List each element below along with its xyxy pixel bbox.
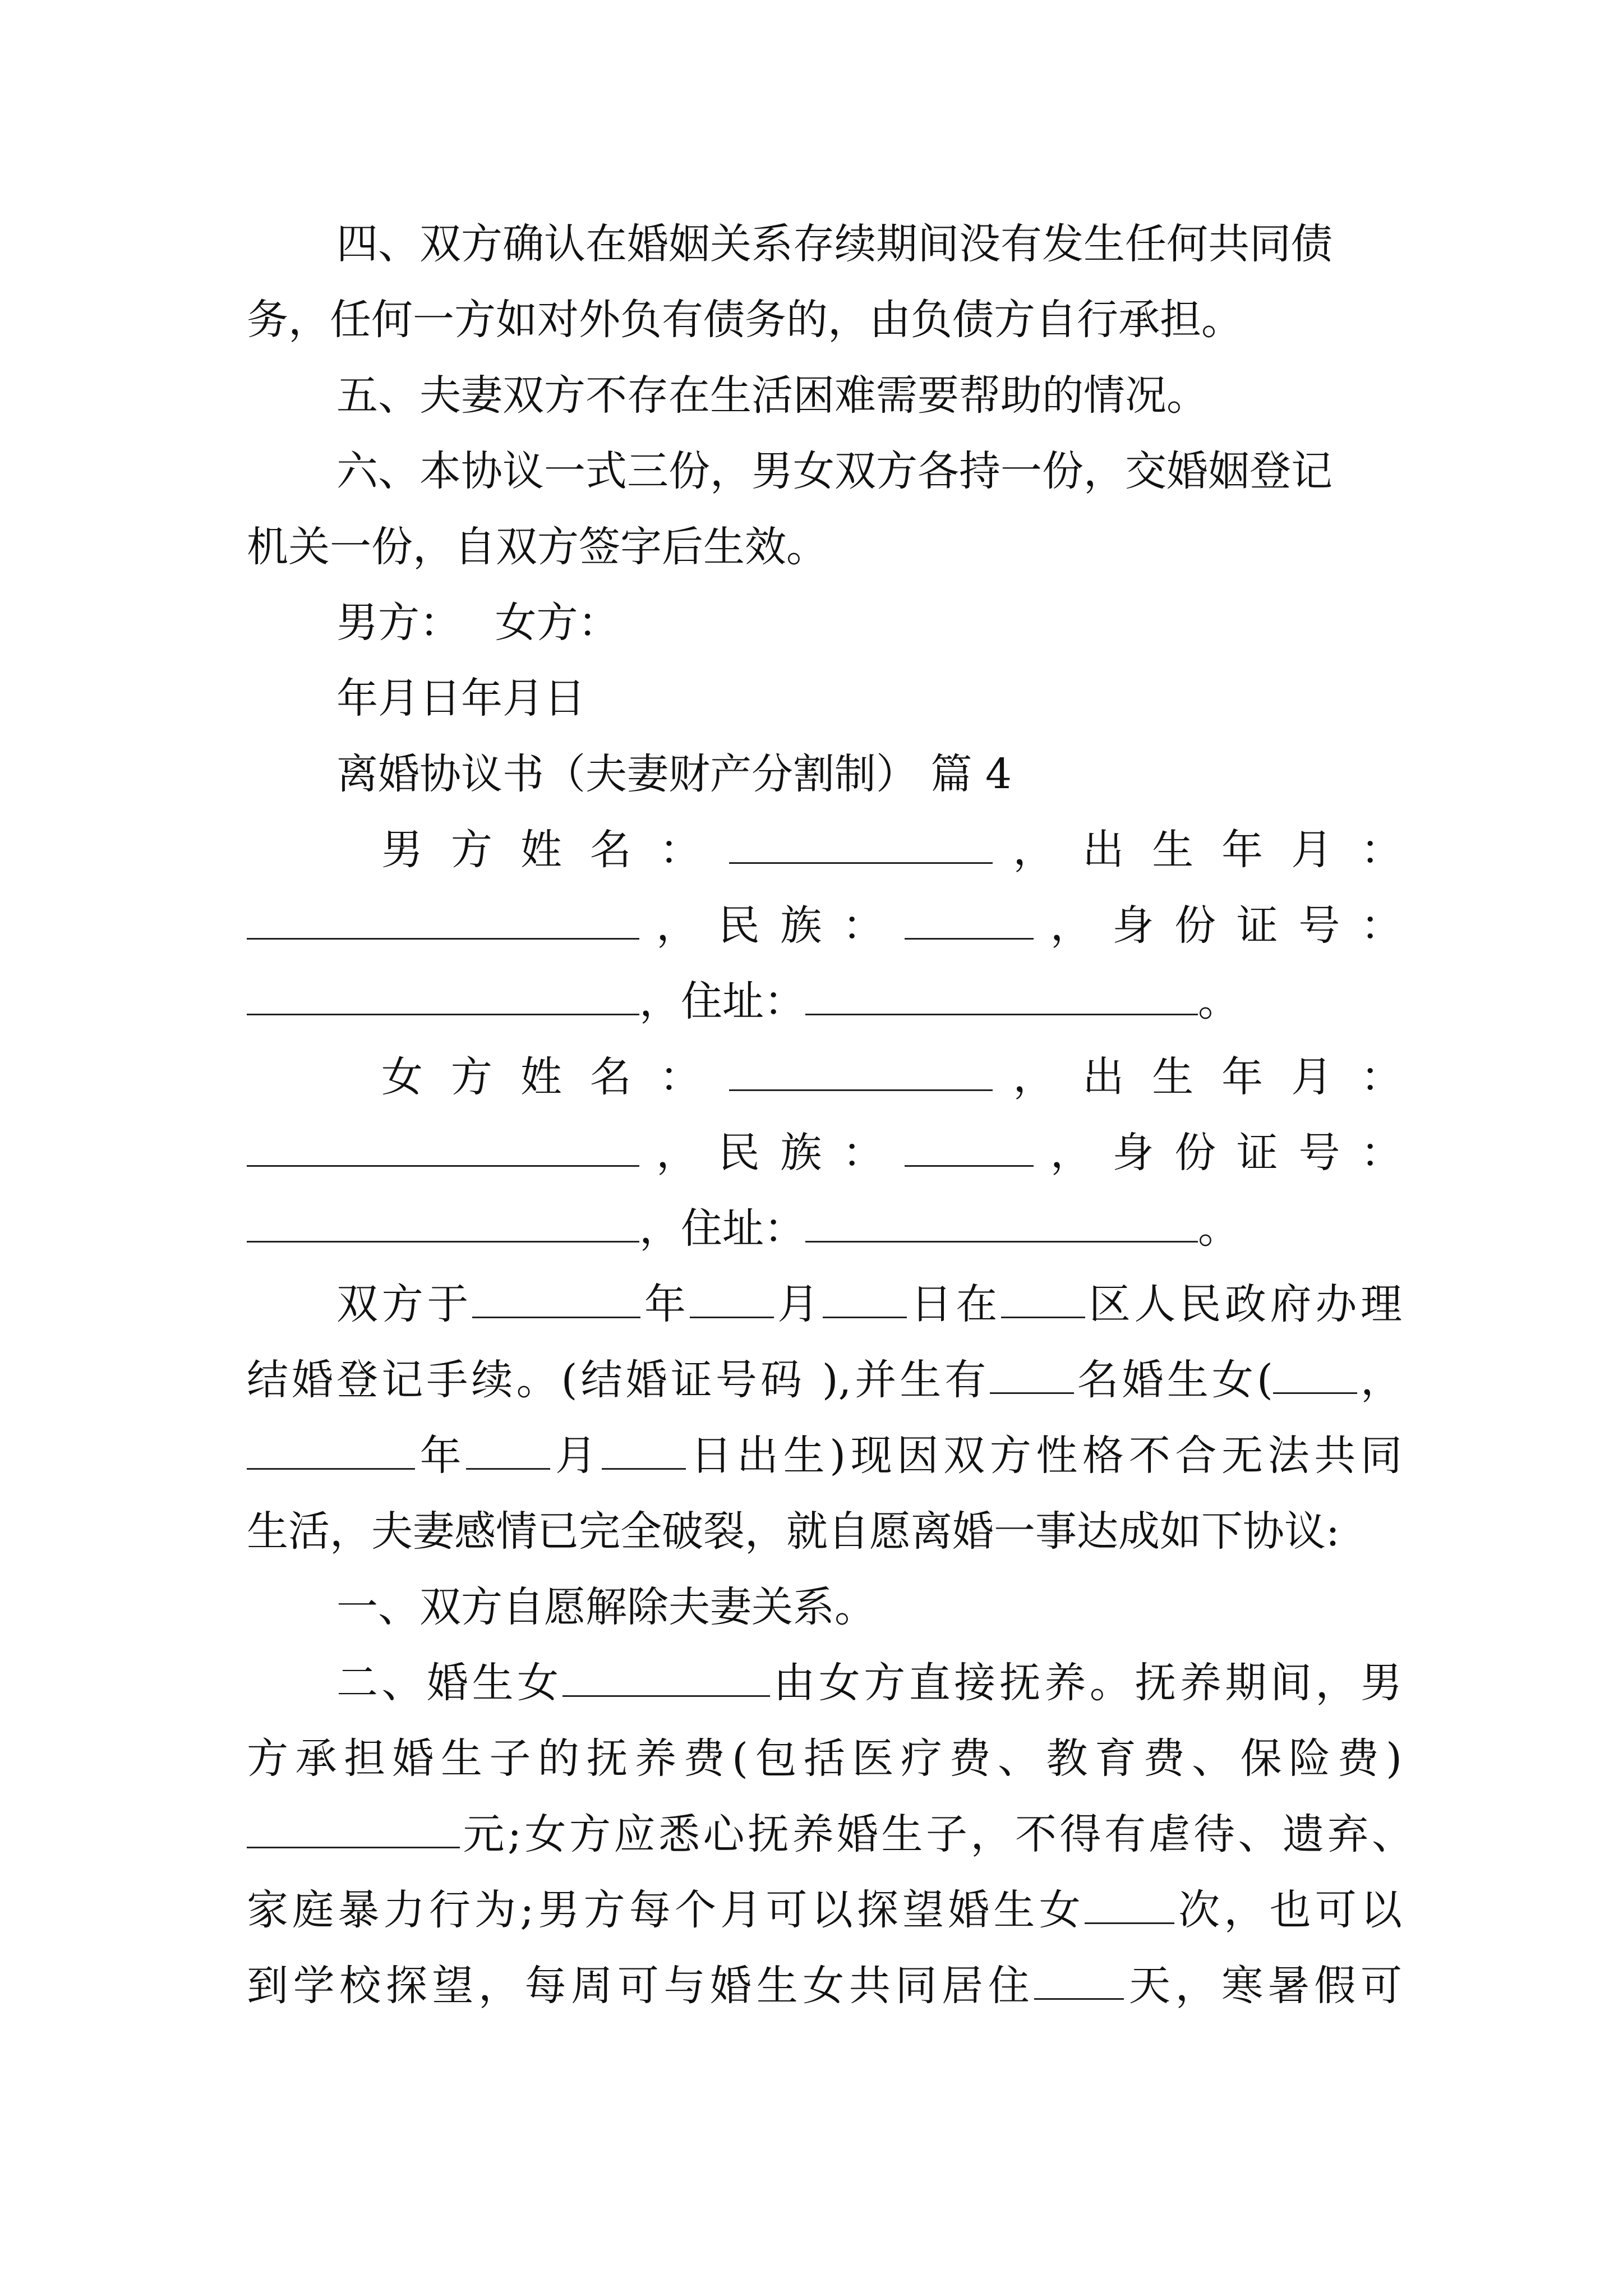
- woman-ethnic-blank: [905, 1130, 1034, 1167]
- marriage-text: 日在: [906, 1280, 1002, 1328]
- marriage-text: 月: [773, 1280, 823, 1328]
- man-id-blank: [247, 979, 639, 1015]
- marriage-text: 年: [640, 1280, 690, 1328]
- man-ethnic-blank: [905, 903, 1034, 940]
- woman-name-blank: [729, 1055, 993, 1091]
- man-ethnic-label: ， 民 族 ：: [656, 901, 888, 950]
- clause-2-line-1: [247, 1655, 1402, 1711]
- clause-2-text: 到学校探望，每周可与婚生女共同居住: [247, 1962, 1035, 2010]
- woman-info-line-3: [247, 1200, 1402, 1257]
- marriage-district-blank: [1001, 1282, 1085, 1318]
- woman-info-end: 。: [1198, 1204, 1239, 1253]
- woman-name-label: 女 方 姓 名 ：: [381, 1053, 708, 1101]
- visit-times-blank: [1085, 1888, 1174, 1924]
- date-line: 年月日年月日: [336, 674, 585, 723]
- paragraph-clause-6-line-2: 机关一份，自双方签字后生效。: [247, 523, 828, 571]
- clause-2-line-3: [247, 1806, 1413, 1862]
- signature-line: 男方： 女方：: [336, 599, 620, 647]
- marriage-text: ，: [1357, 1356, 1402, 1404]
- marriage-text: 结婚登记手续。(结婚证号码 ),并生有: [247, 1356, 990, 1404]
- children-count-blank: [990, 1358, 1074, 1394]
- child-name-blank: [1273, 1358, 1357, 1394]
- man-birth-blank: [247, 903, 639, 940]
- clause-2-text: 由女方直接抚养。抚养期间，男: [769, 1659, 1403, 1707]
- clause-2-text: 天，寒暑假可: [1124, 1962, 1403, 2010]
- man-id-label: ， 身 份 证 号 ：: [1050, 901, 1402, 950]
- clause-2-text: 家庭暴力行为;男方每个月可以探望婚生女: [247, 1886, 1085, 1934]
- marriage-day-blank: [823, 1282, 907, 1318]
- man-address-label: ，住址：: [639, 977, 805, 1025]
- support-amount-blank: [247, 1812, 460, 1848]
- woman-id-label: ， 身 份 证 号 ：: [1050, 1129, 1402, 1177]
- man-address-blank: [805, 979, 1198, 1015]
- woman-id-blank: [247, 1206, 639, 1243]
- woman-info-line-2: [247, 1125, 1402, 1181]
- paragraph-clause-1: 一、双方自愿解除夫妻关系。: [336, 1583, 876, 1631]
- man-name-label: 男 方 姓 名 ：: [381, 826, 708, 874]
- man-name-blank: [729, 827, 993, 864]
- paragraph-clause-5: 五、夫妻双方不存在生活困难需要帮助的情况。: [336, 371, 1208, 420]
- marriage-text: 日出生)现因双方性格不合无法共同: [685, 1432, 1402, 1480]
- child-birth-day-blank: [602, 1433, 686, 1470]
- marriage-line-4: 生活，夫妻感情已完全破裂，就自愿离婚一事达成如下协议:: [247, 1507, 1340, 1556]
- marriage-month-blank: [690, 1282, 774, 1318]
- marriage-line-3: [247, 1428, 1402, 1484]
- woman-birth-label: ， 出 生 年 月 ：: [1013, 1053, 1402, 1101]
- man-info-line-3: [247, 973, 1402, 1029]
- clause-2-line-2: 方承担婚生子的抚养费(包括医疗费、教育费、保险费): [247, 1734, 1402, 1783]
- clause-2-line-5: [247, 1958, 1402, 2014]
- woman-ethnic-label: ， 民 族 ：: [656, 1129, 888, 1177]
- child-birth-year-blank: [247, 1433, 415, 1470]
- man-info-line-2: [247, 898, 1402, 954]
- clause-2-text: 二、婚生女: [336, 1659, 562, 1707]
- man-info-line-1: [247, 822, 1402, 878]
- woman-info-line-1: [247, 1049, 1402, 1105]
- clause-2-line-4: [247, 1882, 1402, 1938]
- daughter-name-blank: [562, 1660, 770, 1697]
- man-birth-label: ， 出 生 年 月 ：: [1013, 826, 1402, 874]
- woman-address-label: ，住址：: [639, 1204, 805, 1253]
- clause-2-text: 元;女方应悉心抚养婚生子，不得有虐待、遗弃、: [460, 1810, 1413, 1858]
- clause-2-text: 次，也可以: [1174, 1886, 1402, 1934]
- paragraph-clause-4-line-2: 务，任何一方如对外负有债务的，由负债方自行承担。: [247, 296, 1243, 344]
- woman-address-blank: [805, 1206, 1198, 1243]
- paragraph-clause-6-line-1: 六、本协议一式三份，男女双方各持一份，交婚姻登记: [336, 447, 1332, 495]
- marriage-text: 双方于: [336, 1280, 473, 1328]
- marriage-text: 月: [550, 1432, 602, 1480]
- marriage-line-2: [247, 1352, 1402, 1408]
- section-heading: 离婚协议书（夫妻财产分割制） 篇 4: [336, 750, 1012, 798]
- marriage-text: 年: [415, 1432, 467, 1480]
- child-birth-month-blank: [466, 1433, 550, 1470]
- man-info-end: 。: [1198, 977, 1239, 1025]
- marriage-line-1: [247, 1276, 1402, 1332]
- marriage-text: 区人民政府办理: [1085, 1280, 1403, 1328]
- stay-days-blank: [1034, 1963, 1124, 2000]
- paragraph-clause-4-line-1: 四、双方确认在婚姻关系存续期间没有发生任何共同债: [336, 220, 1332, 268]
- marriage-text: 名婚生女(: [1073, 1356, 1273, 1404]
- woman-birth-blank: [247, 1130, 639, 1167]
- marriage-year-blank: [472, 1282, 640, 1318]
